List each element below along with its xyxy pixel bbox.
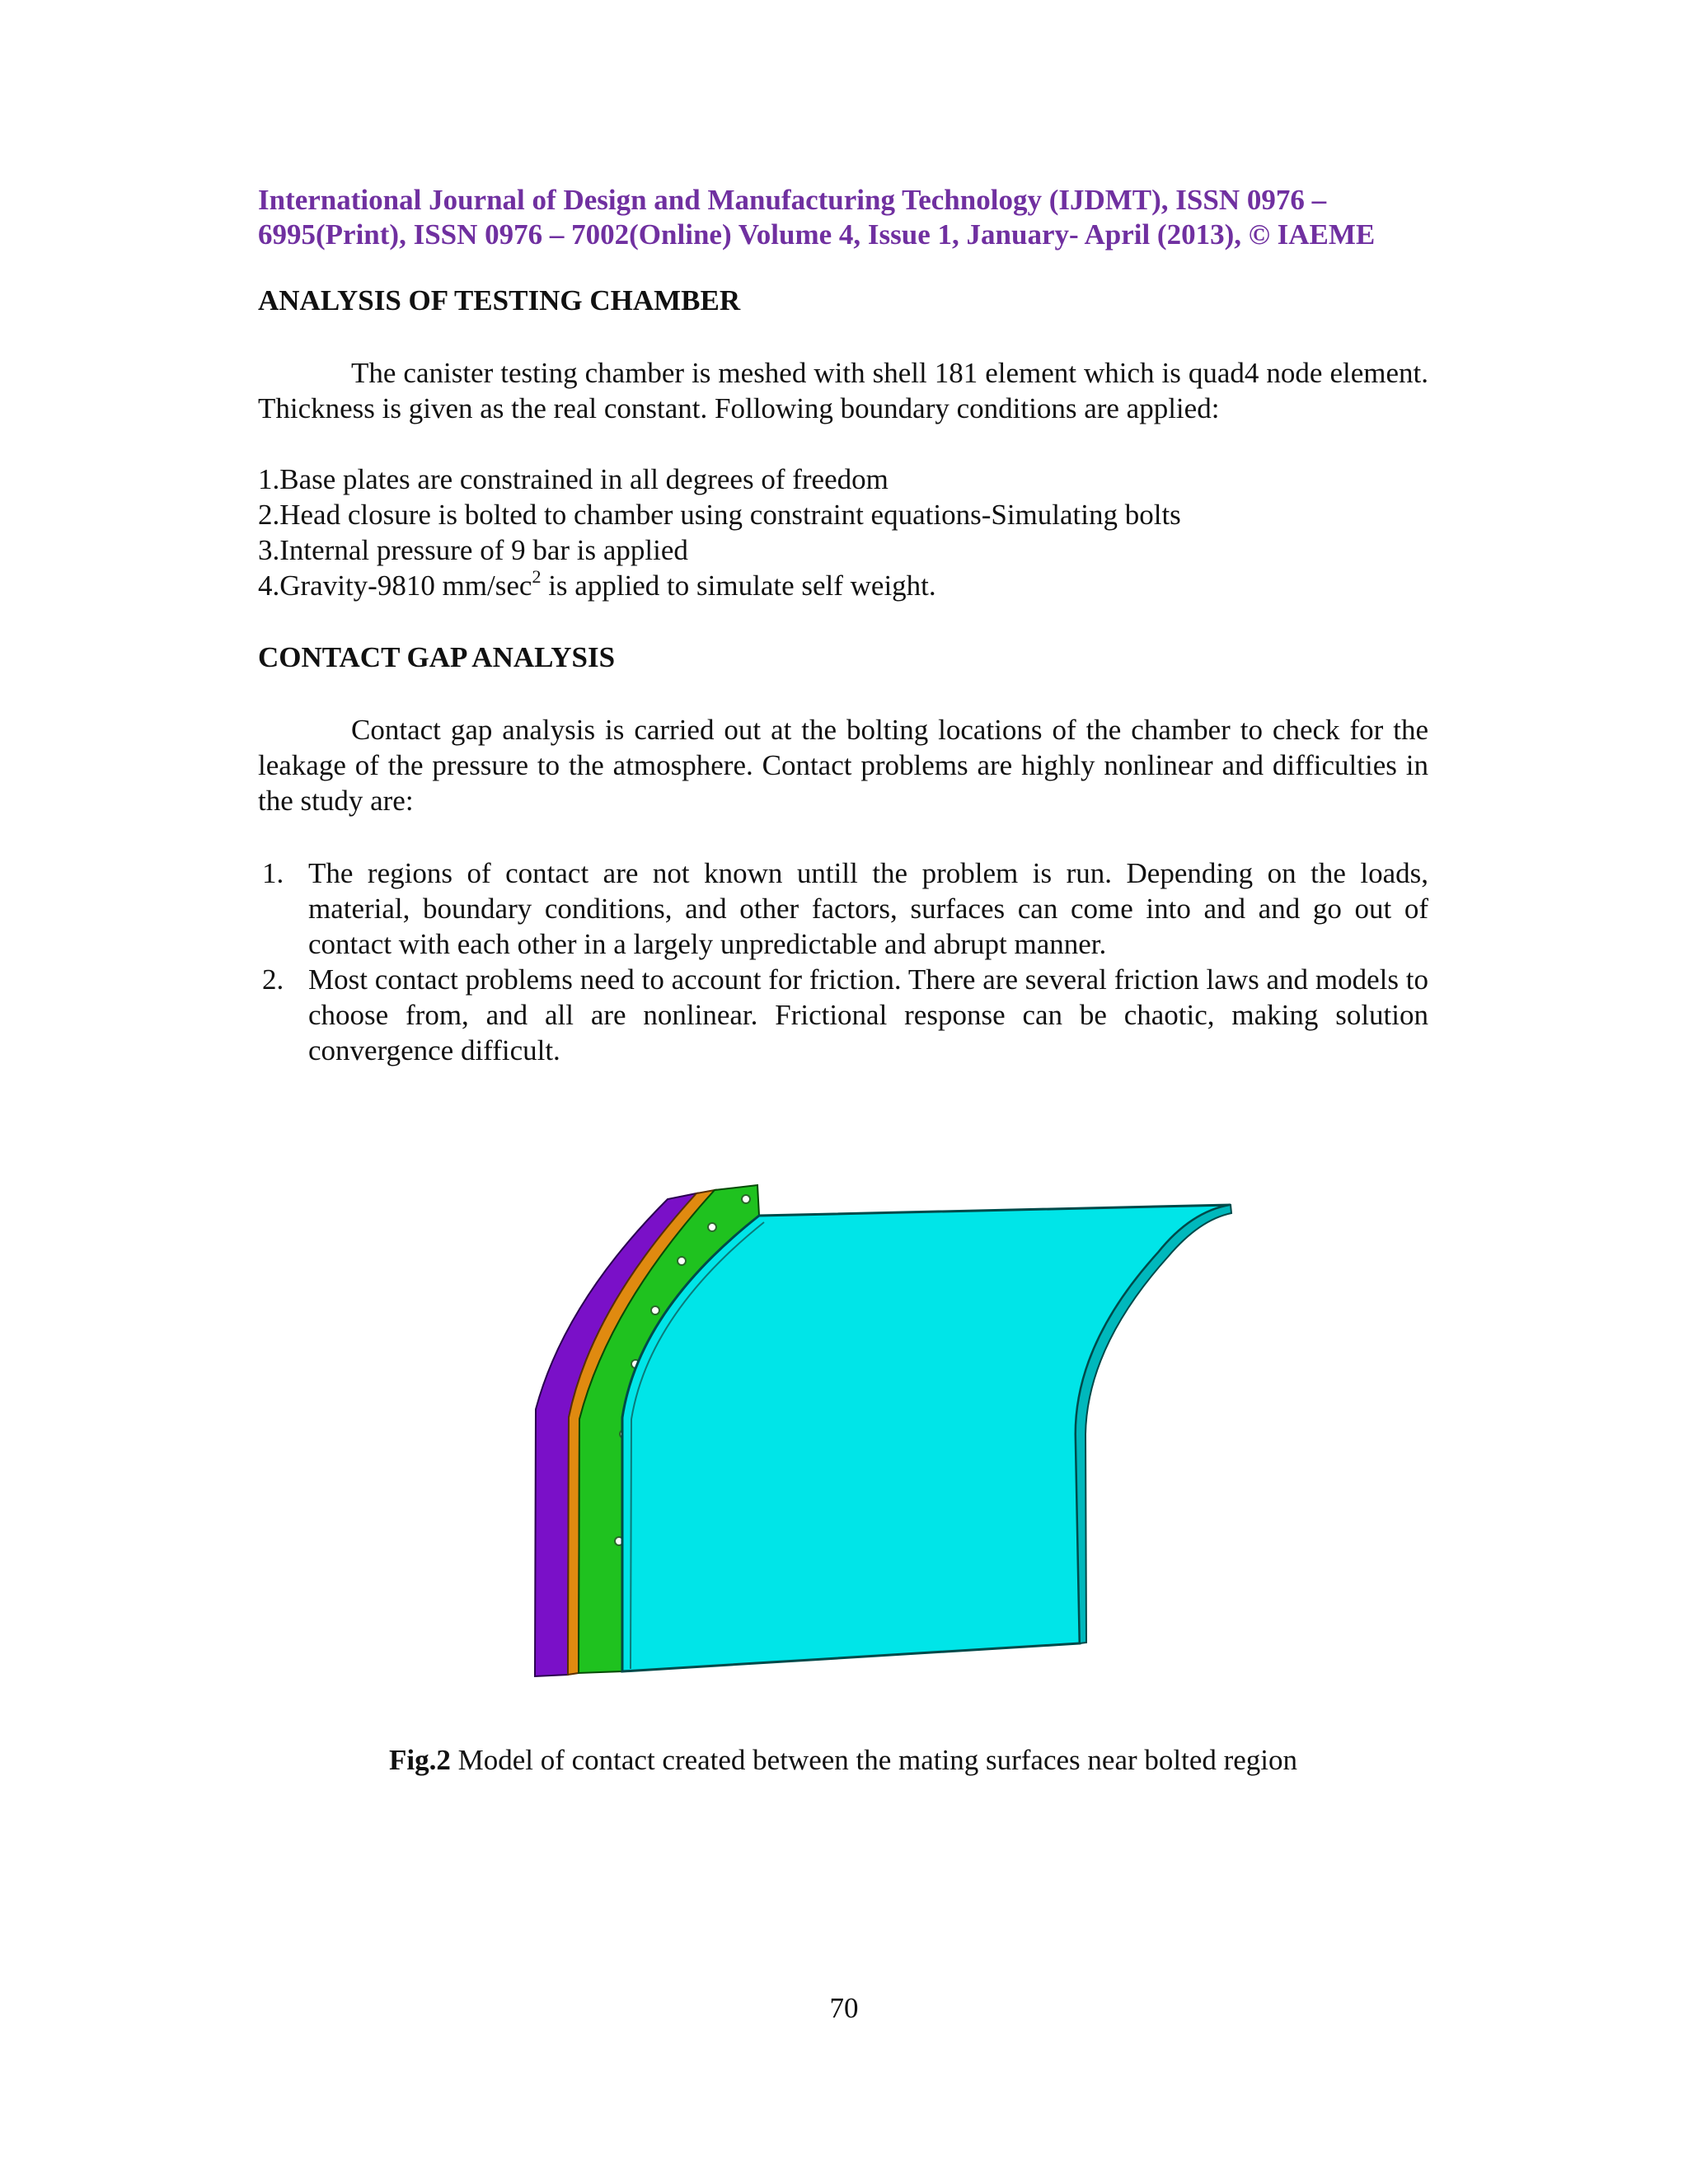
- boundary-condition-3: 3.Internal pressure of 9 bar is applied: [258, 534, 688, 566]
- figure-caption-label: Fig.2: [388, 1744, 451, 1776]
- bolt-hole: [708, 1223, 716, 1231]
- boundary-condition-1: 1.Base plates are constrained in all degrees of freedom: [258, 463, 889, 495]
- journal-header-line-1: International Journal of Design and Manufacturing Technology (IJDMT), ISSN 0976 –: [258, 184, 1327, 216]
- list-item-number: 1.: [262, 857, 284, 889]
- list-item: [258, 855, 1428, 962]
- list-item: [258, 962, 1428, 1068]
- boundary-condition-4-rest: is applied to simulate self weight.: [541, 569, 936, 602]
- bolt-hole: [651, 1306, 659, 1315]
- bolt-hole: [742, 1195, 750, 1203]
- journal-header-line-2: 6995(Print), ISSN 0976 – 7002(Online) Volume 4, Issue 1, January- April (2013), © IAEME: [258, 218, 1376, 251]
- list-item-text: The regions of contact are not known untill the problem is run. Depending on the loads, material, boundary conditions, and other factors, surfaces can come into and and go out of contact with each other in a largely unpredictable and abrupt manner.: [308, 857, 1428, 960]
- bolt-hole: [678, 1257, 686, 1265]
- boundary-condition-4-text: 4.Gravity-9810 mm/sec: [258, 569, 532, 602]
- boundary-condition-2: 2.Head closure is bolted to chamber using constraint equations-Simulating bolts: [258, 499, 1181, 531]
- contact-model-illustration: [532, 1154, 1257, 1690]
- paragraph-contact-gap-text: Contact gap analysis is carried out at the bolting locations of the chamber to check for the leakage of the pressure to the atmosphere. Contact problems are highly nonlinear and difficulties in the study are:: [258, 714, 1428, 817]
- paragraph-testing-chamber-text: The canister testing chamber is meshed with shell 181 element which is quad4 node element. Thickness is given as the real constant. Following boundary conditions are applied:: [258, 357, 1428, 424]
- paragraph-contact-gap: [258, 712, 1428, 818]
- contact-difficulties-list: [258, 855, 1428, 1068]
- boundary-condition-4: [258, 568, 1428, 603]
- contact-model-figure: [532, 1154, 1257, 1690]
- figure-caption: [258, 1742, 1428, 1778]
- superscript-2: 2: [532, 566, 542, 588]
- page-number: 70: [829, 1992, 859, 2024]
- list-item-text: Most contact problems need to account for friction. There are several friction laws and models to choose from, and all are nonlinear. Frictional response can be chaotic, making solution convergence difficult.: [308, 963, 1428, 1066]
- section-heading-testing-chamber: ANALYSIS OF TESTING CHAMBER: [258, 284, 741, 316]
- section-heading-contact-gap: CONTACT GAP ANALYSIS: [258, 641, 616, 673]
- figure-caption-text: Model of contact created between the mating surfaces near bolted region: [450, 1744, 1298, 1776]
- journal-header: [258, 183, 1428, 252]
- list-item-number: 2.: [262, 963, 284, 996]
- paragraph-testing-chamber: [258, 355, 1428, 426]
- boundary-conditions-list: [258, 462, 1428, 603]
